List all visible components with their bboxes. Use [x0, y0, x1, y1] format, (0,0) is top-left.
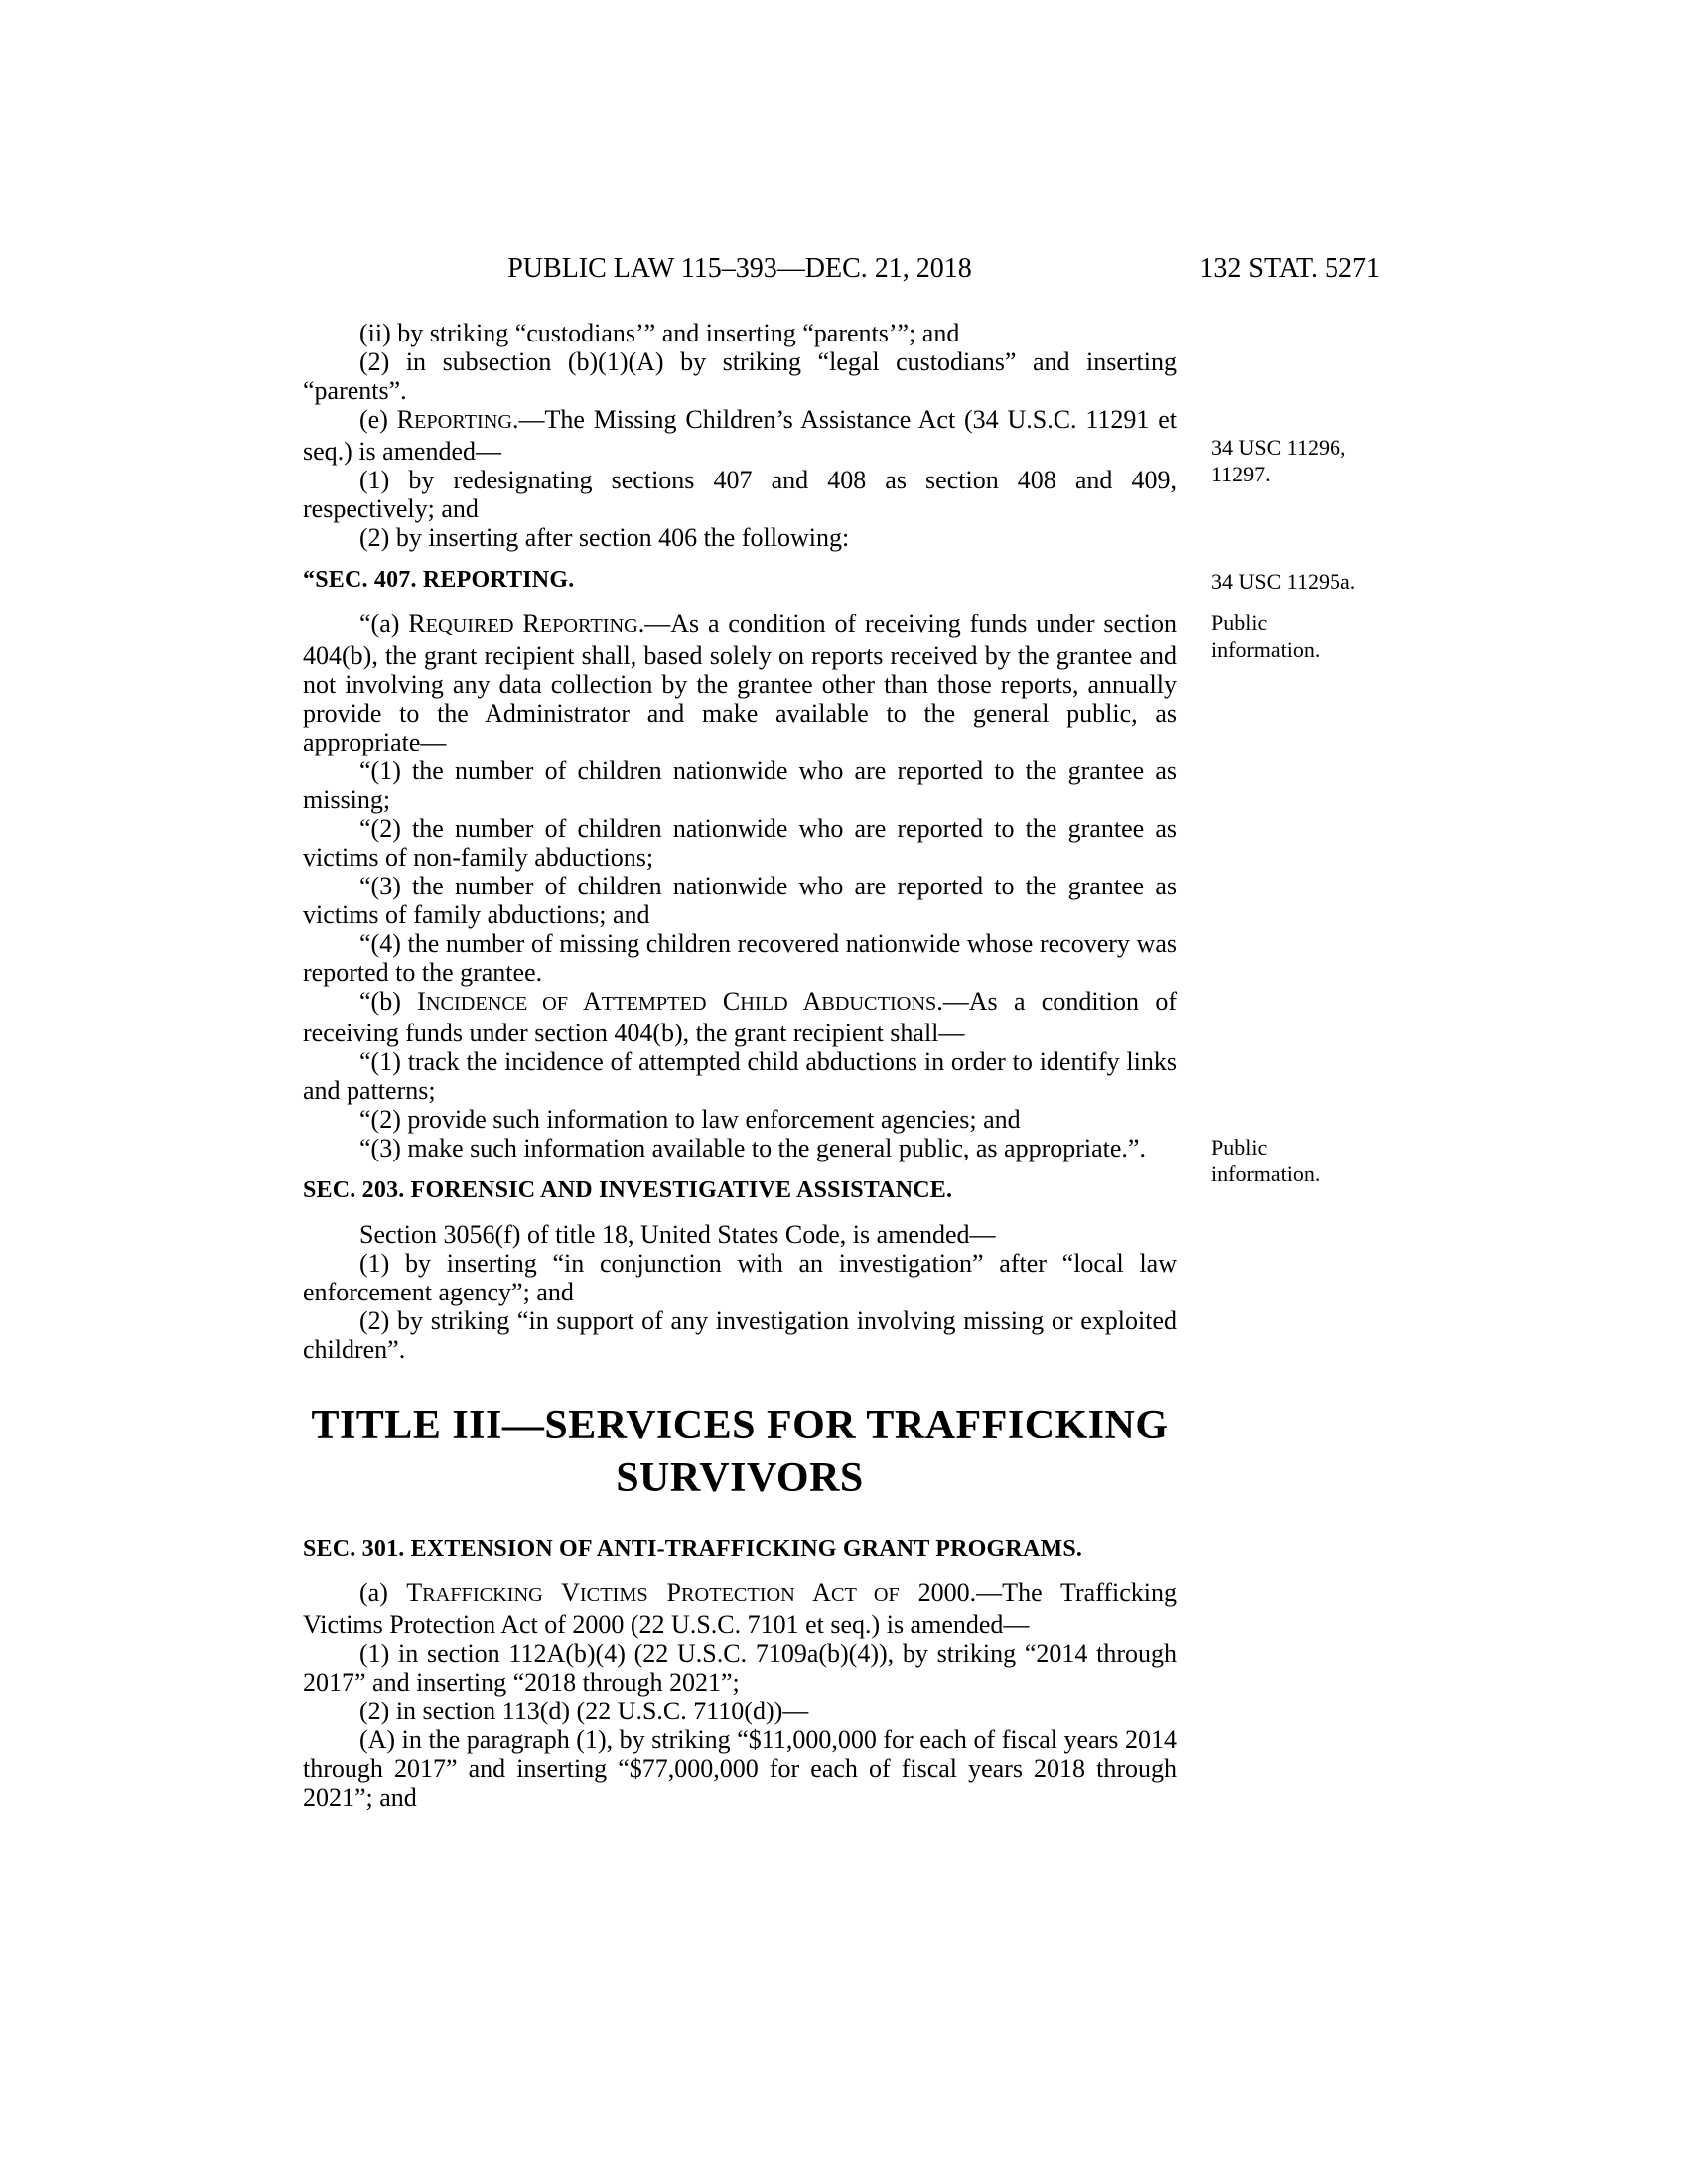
- text-segment: “(2) provide such information to law enforcement agencies; and: [359, 1105, 1021, 1134]
- sec-407-heading: [303, 566, 1356, 595]
- para-a4-recovered: [303, 929, 1177, 987]
- note-line: 11297.: [1211, 462, 1271, 486]
- text-segment: (ii) by striking “custodians’” and inserting “parents’”; and: [359, 319, 960, 347]
- note-line: 34 USC 11296,: [1211, 435, 1346, 460]
- text-segment: (2) in subsection (b)(1)(A) by striking “legal custodians” and inserting “parents”.: [303, 347, 1177, 405]
- text-segment: (1) by redesignating sections 407 and 408 as section 408 and 409, respectively; and: [303, 466, 1177, 523]
- margin-note-public-information-2: [1211, 1134, 1385, 1187]
- text-segment: “(1) track the incidence of attempted child abductions in order to identify links and patterns;: [303, 1047, 1177, 1105]
- text-segment: EPORTING: [539, 615, 638, 637]
- text-segment: P: [647, 1578, 681, 1607]
- text-segment: EQUIRED: [425, 615, 514, 637]
- margin-note-usc-11296-11297: [1211, 434, 1385, 487]
- para-b2-provide: [303, 1105, 1177, 1134]
- clause-ii-custodians: [303, 319, 1177, 347]
- text-segment: RAFFICKING: [422, 1584, 543, 1606]
- para-301-1-section-112A: [303, 1639, 1177, 1697]
- text-segment: TTEMPTED: [601, 993, 707, 1015]
- heading-text: SEC. 301. EXTENSION OF ANTI-TRAFFICKING GRANT PROGRAMS.: [303, 1536, 1083, 1562]
- text-segment: V: [542, 1578, 580, 1607]
- title-line: TITLE III—SERVICES FOR TRAFFICKING: [311, 1403, 1169, 1448]
- para-301-2-section-113d: [303, 1697, 1177, 1725]
- text-segment: “(2) the number of children nationwide who are reported to the grantee as victims of non-family abductions;: [303, 814, 1177, 872]
- heading-text: “SEC. 407. REPORTING.: [303, 567, 575, 593]
- subsection-b-incidence: [303, 987, 1177, 1047]
- text-segment: (1) in section 112A(b)(4) (22 U.S.C. 7109a(b)(4)), by striking “2014 through 2017” and inserting “2018 through 2021”;: [303, 1639, 1177, 1697]
- text-segment: ICTIMS: [579, 1584, 648, 1606]
- text-segment: (2) by striking “in support of any investigation involving missing or exploited children”.: [303, 1306, 1177, 1364]
- text-segment: (e) R: [359, 405, 415, 434]
- para-b3-make-available: [303, 1134, 1321, 1186]
- text-segment: A: [787, 987, 822, 1016]
- text-segment: CT OF: [830, 1584, 900, 1606]
- text-segment: NCIDENCE OF: [425, 993, 569, 1015]
- text-segment: “(a) R: [359, 610, 426, 638]
- text-segment: (A) in the paragraph (1), by striking “$11,000,000 for each of fiscal years 2014 through 2017” and inserting “$77,000,000 for each of fiscal years 2018 through 2021”; and: [303, 1725, 1177, 1812]
- title-line: SURVIVORS: [616, 1455, 864, 1501]
- text-segment: “(3) the number of children nationwide who are reported to the grantee as victims of family abductions; and: [303, 872, 1177, 929]
- para-e1-redesignating: [303, 466, 1177, 523]
- text-segment: 2000.—The Trafficking Victims Protection Act of 2000 (22 U.S.C. 7101 et seq.) is amended—: [303, 1578, 1177, 1639]
- para-a3-family-abductions: [303, 872, 1177, 929]
- text-segment: .—As a condition of receiving funds under section 404(b), the grant recipient shall—: [303, 987, 1177, 1047]
- text-segment: HILD: [740, 993, 788, 1015]
- text-column: [303, 253, 1380, 1812]
- para-a2-nonfamily-abductions: [303, 814, 1177, 872]
- text-segment: .—As a condition of receiving funds under section 404(b), the grant recipient shall, based solely on reports received by the grantee and not involving any data collection by the grantee other than those reports, annually provide to the Administrator and make available to the general public, as appropriate—: [303, 610, 1177, 756]
- subsection-e-reporting: [303, 405, 1346, 486]
- text-segment: “(4) the number of missing children recovered nationwide whose recovery was reported to the grantee.: [303, 929, 1177, 987]
- sec-203-heading: [303, 1176, 1177, 1205]
- text-segment: “(b) I: [359, 987, 426, 1016]
- para-203-2-striking: [303, 1306, 1177, 1364]
- text-segment: EPORTING: [414, 411, 512, 433]
- para-203-1-inserting: [303, 1249, 1177, 1306]
- text-segment: BDUCTIONS: [821, 993, 937, 1015]
- text-segment: R: [513, 610, 540, 638]
- subsection-a-tvpa-2000: [303, 1578, 1177, 1639]
- para-2-subsection-b1A: [303, 347, 1177, 405]
- title-iii-heading: [303, 1400, 1177, 1505]
- sec-301-heading: [303, 1535, 1177, 1564]
- text-segment: “(3) make such information available to the general public, as appropriate.”.: [359, 1134, 1146, 1162]
- text-segment: Section 3056(f) of title 18, United States Code, is amended—: [359, 1220, 996, 1249]
- text-segment: A: [794, 1578, 831, 1607]
- note-line: Public: [1211, 611, 1268, 635]
- public-law-header: PUBLIC LAW 115–393—DEC. 21, 2018: [507, 253, 972, 284]
- text-segment: A: [568, 987, 602, 1016]
- stat-page-number: 132 STAT. 5271: [1199, 253, 1380, 284]
- heading-text: SEC. 203. FORENSIC AND INVESTIGATIVE ASSISTANCE.: [303, 1177, 953, 1203]
- text-segment: C: [706, 987, 741, 1016]
- text-segment: (a) T: [359, 1578, 423, 1607]
- note-line: information.: [1211, 1161, 1321, 1186]
- note-line: 34 USC 11295a.: [1211, 569, 1356, 594]
- text-segment: (1) by inserting “in conjunction with an investigation” after “local law enforcement agency”; and: [303, 1249, 1177, 1306]
- text-segment: (2) in section 113(d) (22 U.S.C. 7110(d))—: [359, 1697, 809, 1725]
- note-line: Public: [1211, 1135, 1268, 1160]
- para-section-3056f: [303, 1220, 1177, 1249]
- subsection-a-required-reporting: [303, 610, 1321, 756]
- para-e2-inserting: [303, 523, 1177, 552]
- para-a1-reported-missing: [303, 756, 1177, 814]
- note-line: information.: [1211, 637, 1321, 662]
- text-segment: ROTECTION: [680, 1584, 795, 1606]
- text-segment: “(1) the number of children nationwide who are reported to the grantee as missing;: [303, 756, 1177, 814]
- para-301-2A-striking-11000000: [303, 1725, 1177, 1812]
- para-b1-track: [303, 1047, 1177, 1105]
- page-header: [303, 253, 1380, 284]
- text-segment: .—The Missing Children’s Assistance Act (34 U.S.C. 11291 et seq.) is amended—: [303, 405, 1177, 466]
- text-segment: (2) by inserting after section 406 the following:: [359, 523, 850, 552]
- margin-note-usc-11295a: [1211, 568, 1385, 595]
- margin-note-public-information-1: [1211, 610, 1385, 663]
